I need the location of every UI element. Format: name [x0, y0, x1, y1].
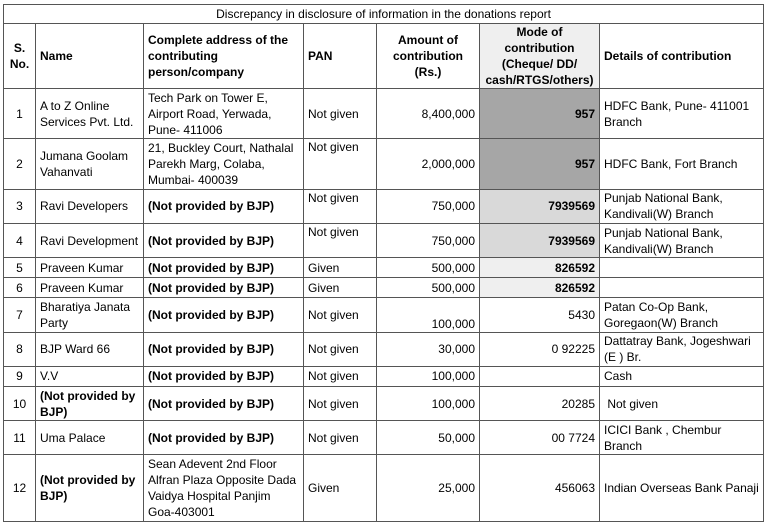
cell-sno: 1 [4, 89, 36, 139]
header-name: Name [36, 24, 144, 89]
header-details: Details of contribution [600, 24, 764, 89]
cell-sno: 4 [4, 223, 36, 257]
cell-amount: 750,000 [377, 189, 480, 223]
cell-name: Ravi Development [36, 223, 144, 257]
cell-name: Praveen Kumar [36, 278, 144, 298]
cell-details [600, 278, 764, 298]
cell-sno: 11 [4, 421, 36, 455]
donations-discrepancy-table [3, 4, 764, 522]
table-row [4, 387, 764, 421]
cell-mode: 7939569 [480, 189, 600, 223]
cell-address: (Not provided by BJP) [144, 223, 304, 257]
cell-address: (Not provided by BJP) [144, 258, 304, 278]
header-address: Complete address of the contributing person/company [144, 24, 304, 89]
cell-amount: 30,000 [377, 332, 480, 366]
cell-sno: 7 [4, 298, 36, 332]
header-sno: S. No. [4, 24, 36, 89]
table-title: Discrepancy in disclosure of information in the donations report [4, 5, 764, 24]
cell-mode: 7939569 [480, 223, 600, 257]
cell-mode: 5430 [480, 298, 600, 332]
cell-amount: 500,000 [377, 278, 480, 298]
cell-sno: 2 [4, 139, 36, 189]
cell-amount: 100,000 [377, 387, 480, 421]
header-amount: Amount of contribution (Rs.) [377, 24, 480, 89]
cell-address: (Not provided by BJP) [144, 189, 304, 223]
cell-pan: Not given [304, 139, 377, 189]
cell-address: (Not provided by BJP) [144, 278, 304, 298]
table-row [4, 278, 764, 298]
header-pan: PAN [304, 24, 377, 89]
cell-name: Ravi Developers [36, 189, 144, 223]
cell-name: V.V [36, 366, 144, 386]
table-row [4, 421, 764, 455]
cell-address: (Not provided by BJP) [144, 332, 304, 366]
cell-address: (Not provided by BJP) [144, 366, 304, 386]
cell-name: Bharatiya Janata Party [36, 298, 144, 332]
cell-sno: 8 [4, 332, 36, 366]
cell-pan: Not given [304, 89, 377, 139]
cell-address: Sean Adevent 2nd Floor Alfran Plaza Opposite Dada Vaidya Hospital Panjim Goa-403001 [144, 455, 304, 522]
cell-address: (Not provided by BJP) [144, 387, 304, 421]
cell-details: Punjab National Bank, Kandivali(W) Branch [600, 189, 764, 223]
cell-details: Dattatray Bank, Jogeshwari (E ) Br. [600, 332, 764, 366]
cell-mode [480, 366, 600, 386]
cell-pan: Not given [304, 366, 377, 386]
cell-amount: 8,400,000 [377, 89, 480, 139]
cell-amount: 750,000 [377, 223, 480, 257]
cell-details [600, 258, 764, 278]
table-row [4, 139, 764, 189]
cell-name: A to Z Online Services Pvt. Ltd. [36, 89, 144, 139]
table-row [4, 455, 764, 522]
cell-amount: 100,000 [377, 298, 480, 332]
cell-mode: 0 92225 [480, 332, 600, 366]
cell-details: Not given [600, 387, 764, 421]
cell-pan: Given [304, 455, 377, 522]
cell-details: HDFC Bank, Fort Branch [600, 139, 764, 189]
cell-details: ICICI Bank , Chembur Branch [600, 421, 764, 455]
cell-pan: Not given [304, 332, 377, 366]
cell-sno: 6 [4, 278, 36, 298]
table-row [4, 189, 764, 223]
table-row [4, 89, 764, 139]
cell-mode: 456063 [480, 455, 600, 522]
cell-mode: 957 [480, 139, 600, 189]
cell-details: Punjab National Bank, Kandivali(W) Branch [600, 223, 764, 257]
cell-mode: 826592 [480, 258, 600, 278]
header-mode: Mode of contribution (Cheque/ DD/ cash/RTGS/others) [480, 24, 600, 89]
cell-sno: 5 [4, 258, 36, 278]
cell-name: (Not provided by BJP) [36, 387, 144, 421]
cell-name: Uma Palace [36, 421, 144, 455]
cell-pan: Not given [304, 298, 377, 332]
cell-details: Indian Overseas Bank Panaji [600, 455, 764, 522]
cell-amount: 100,000 [377, 366, 480, 386]
table-row [4, 258, 764, 278]
cell-address: (Not provided by BJP) [144, 298, 304, 332]
table-row [4, 332, 764, 366]
cell-pan: Not given [304, 189, 377, 223]
cell-details: Patan Co-Op Bank, Goregaon(W) Branch [600, 298, 764, 332]
cell-address: (Not provided by BJP) [144, 421, 304, 455]
cell-name: BJP Ward 66 [36, 332, 144, 366]
cell-mode: 20285 [480, 387, 600, 421]
cell-sno: 12 [4, 455, 36, 522]
cell-address: 21, Buckley Court, Nathalal Parekh Marg, Colaba, Mumbai- 400039 [144, 139, 304, 189]
cell-amount: 25,000 [377, 455, 480, 522]
cell-mode: 00 7724 [480, 421, 600, 455]
cell-name: (Not provided by BJP) [36, 455, 144, 522]
cell-sno: 9 [4, 366, 36, 386]
cell-amount: 500,000 [377, 258, 480, 278]
cell-mode: 957 [480, 89, 600, 139]
cell-mode: 826592 [480, 278, 600, 298]
cell-sno: 10 [4, 387, 36, 421]
table-row [4, 366, 764, 386]
cell-details: Cash [600, 366, 764, 386]
cell-pan: Given [304, 278, 377, 298]
cell-sno: 3 [4, 189, 36, 223]
cell-pan: Not given [304, 421, 377, 455]
table-row [4, 223, 764, 257]
cell-pan: Not given [304, 387, 377, 421]
cell-pan: Not given [304, 223, 377, 257]
cell-pan: Given [304, 258, 377, 278]
table-row [4, 298, 764, 332]
cell-amount: 2,000,000 [377, 139, 480, 189]
cell-details: HDFC Bank, Pune- 411001 Branch [600, 89, 764, 139]
cell-name: Praveen Kumar [36, 258, 144, 278]
cell-address: Tech Park on Tower E, Airport Road, Yerwada, Pune- 411006 [144, 89, 304, 139]
cell-name: Jumana Goolam Vahanvati [36, 139, 144, 189]
cell-amount: 50,000 [377, 421, 480, 455]
